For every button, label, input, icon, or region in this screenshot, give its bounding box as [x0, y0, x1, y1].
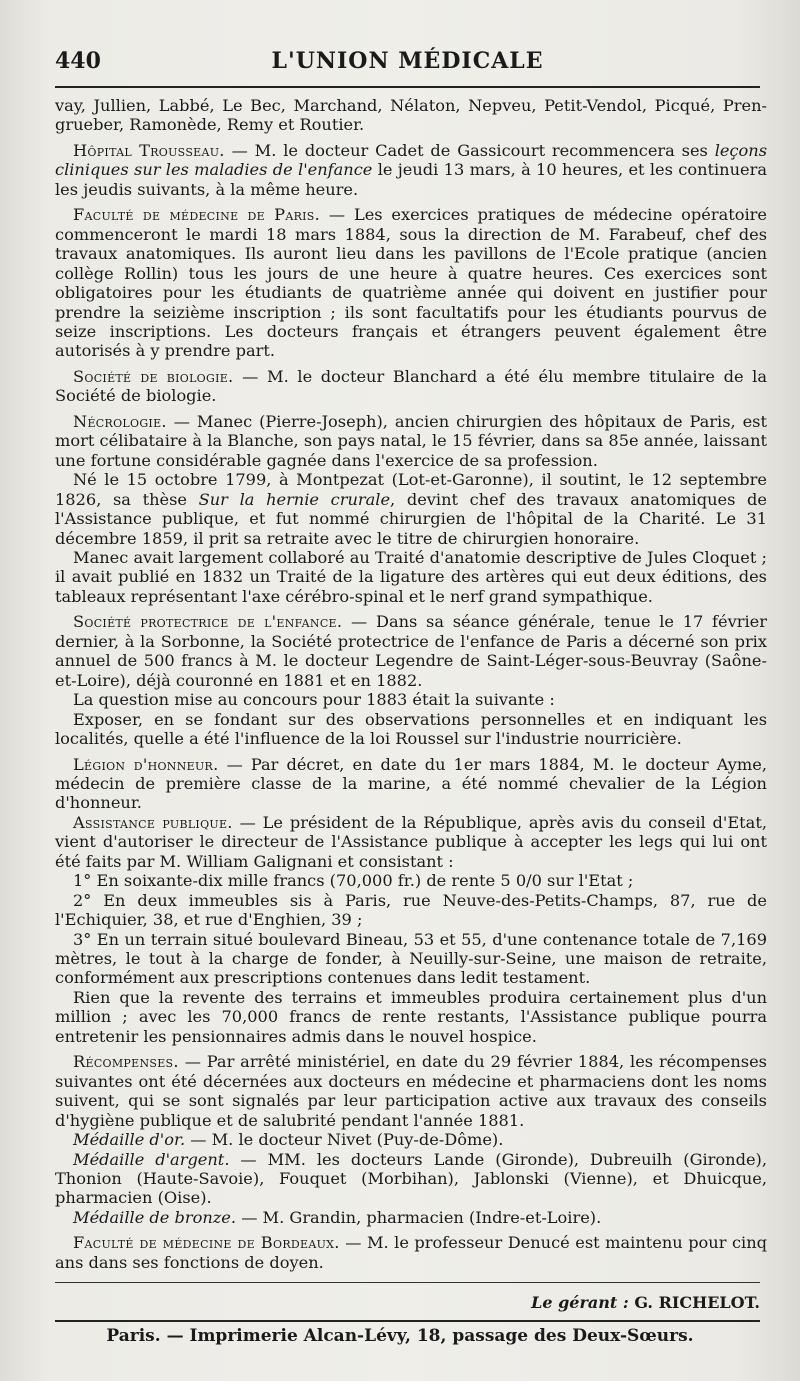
- text-run: — Par arrêté ministériel, en date du 29 février 1884, les récompenses suivantes ont été décernées aux docteurs en médecine et pharmaciens dont les noms suivent, qui se sont signalés par leur participation active aux travaux des conseils d'hygiène publique et de salubrité pendant l'année 1881.: [55, 1052, 767, 1130]
- text-run: Né le 15 octobre 1799, à Montpezat (Lot-et-Garonne), il soutint, le 12 septembre 1826, sa thèse: [55, 470, 767, 509]
- footer-rule-upper: [55, 1282, 760, 1283]
- paragraph: [55, 710, 767, 749]
- text-run: — Manec (Pierre-Joseph), ancien chirurgien des hôpitaux de Paris, est mort célibataire à la Blanche, son pays natal, le 15 février, dans sa 85e année, laissant une fortune considérable gagnée dans l'exercice de sa profession.: [55, 411, 767, 470]
- paragraph: [55, 1150, 767, 1208]
- header-rule: [55, 86, 760, 88]
- italic-text: Médaille d'argent.: [73, 1149, 230, 1169]
- paragraph: [55, 755, 767, 813]
- paragraph: [55, 930, 767, 988]
- italic-text: leçons cliniques sur les maladies de l'enfance: [55, 140, 768, 180]
- page-header: [55, 48, 760, 84]
- page-number: 440: [55, 48, 101, 74]
- printer-imprint: Paris. — Imprimerie Alcan-Lévy, 18, passage des Deux-Sœurs.: [106, 1326, 694, 1346]
- text-run: — Le président de la République, après avis du conseil d'Etat, vient d'autoriser le directeur de l'Assistance publique à accepter les legs qui lui ont été faits par M. William Galignani et consistant :: [55, 812, 767, 871]
- text-run: — MM. les docteurs Lande (Gironde), Dubreuilh (Gironde), Thonion (Haute-Savoie), Fouquet (Morbihan), Jablonski (Vienne), et Dhuicque, pharmacien (Oise).: [55, 1149, 767, 1208]
- section-heading: Société protectrice de l'enfance.: [73, 612, 343, 632]
- paragraph: [55, 813, 767, 871]
- paragraph: [55, 612, 767, 690]
- paragraph: [55, 1208, 767, 1227]
- gerant-signature: [531, 1293, 760, 1312]
- text-run: Rien que la revente des terrains et immeubles produira certainement plus d'un million ; avec les 70,000 francs de rente restants, l'Assistance publique pourra entretenir les pensionnaires admis dans le nouvel hospice.: [55, 987, 767, 1046]
- text-run: le jeudi 13 mars, à 10 heures, et les continuera les jeudis suivants, à la même heure.: [55, 160, 767, 199]
- text-run: La question mise au concours pour 1883 était la suivante :: [73, 690, 555, 710]
- section-heading: Légion d'honneur.: [73, 754, 219, 774]
- paragraph: [55, 96, 767, 135]
- paragraph: [55, 988, 767, 1046]
- paragraph: [55, 470, 767, 548]
- text-run: — Les exercices pratiques de médecine opératoire commenceront le mardi 18 mars 1884, sous la direction de M. Farabeuf, chef des travaux anatomiques. Ils auront lieu dans les pavillons de l'Ecole pratique (ancien collège Rollin) tous les jours de une heure à quatre heures. Ces exercices sont obligatoires pour les étudiants de quatrième année qui doivent en justifier pour prendre la seizième inscription ; ils sont facultatifs pour les étudiants pourvus de seize inscriptions. Les docteurs français et étrangers peuvent également être autorisés à y prendre part.: [55, 205, 767, 361]
- text-run: — M. le professeur Denucé est maintenu pour cinq ans dans ses fonctions de doyen.: [55, 1233, 767, 1272]
- paragraph: [55, 690, 767, 709]
- article-body: [55, 96, 767, 1272]
- italic-text: Médaille de bronze.: [73, 1207, 237, 1227]
- italic-text: Sur la hernie crurale: [198, 489, 391, 509]
- running-title: L'UNION MÉDICALE: [271, 48, 544, 74]
- section-heading: Nécrologie.: [73, 411, 167, 431]
- footer-rule-lower: [55, 1320, 760, 1322]
- paragraph: [55, 367, 767, 406]
- text-run: — Par décret, en date du 1er mars 1884, M. le docteur Ayme, médecin de première classe de la marine, a été nommé chevalier de la Légion d'honneur.: [55, 754, 768, 813]
- gerant-label: Le gérant :: [531, 1293, 629, 1312]
- text-run: — Dans sa séance générale, tenue le 17 février dernier, à la Sorbonne, la Société protectrice de l'enfance de Paris a décerné son prix annuel de 500 francs à M. le docteur Legendre de Saint-Léger-sous-Beuvray (Saône-et-Loire), déjà couronné en 1881 et en 1882.: [55, 612, 768, 690]
- section-heading: Récompenses.: [73, 1052, 179, 1072]
- text-run: — M. le docteur Cadet de Gassicourt recommencera ses: [224, 140, 715, 160]
- section-heading: Assistance publique.: [73, 812, 233, 832]
- paragraph: [55, 141, 767, 199]
- paragraph: [55, 871, 767, 890]
- section-heading: Faculté de médecine de Bordeaux.: [73, 1233, 340, 1253]
- text-run: 3° En un terrain situé boulevard Bineau, 53 et 55, d'une contenance totale de 7,169 mètres, le tout à la charge de fonder, à Neuilly-sur-Seine, une maison de retraite, conformément aux prescriptions contenues dans ledit testament.: [55, 929, 767, 988]
- section-heading: Société de biologie.: [73, 366, 234, 386]
- text-run: — M. le docteur Blanchard a été élu membre titulaire de la Société de biologie.: [55, 366, 768, 406]
- section-heading: Hôpital Trousseau.: [73, 140, 225, 160]
- text-run: 2° En deux immeubles sis à Paris, rue Neuve-des-Petits-Champs, 87, rue de l'Echiquier, 38, et rue d'Enghien, 39 ;: [55, 890, 767, 930]
- text-run: , devint chef des travaux anatomiques de l'Assistance publique, et fut nommé chirurgien de l'hôpital de la Charité. Le 31 décembre 1859, il prit sa retraite avec le titre de chirurgien honoraire.: [55, 489, 767, 548]
- paragraph: [55, 1052, 767, 1130]
- text-run: Manec avait largement collaboré au Traité d'anatomie descriptive de Jules Cloquet ; il avait publié en 1832 un Traité de la ligature des artères qui eut deux éditions, des tableaux représentant l'axe cérébro-spinal et le nerf grand sympathique.: [55, 547, 767, 606]
- paragraph: [55, 205, 767, 361]
- paragraph: [55, 548, 767, 606]
- text-run: — M. Grandin, pharmacien (Indre-et-Loire).: [236, 1207, 602, 1227]
- text-run: 1° En soixante-dix mille francs (70,000 fr.) de rente 5 0/0 sur l'Etat ;: [73, 871, 634, 891]
- text-run: Exposer, en se fondant sur des observations personnelles et en indiquant les localités, quelle a été l'influence de la loi Roussel sur l'industrie nourricière.: [55, 709, 767, 749]
- paragraph: [55, 1130, 767, 1149]
- section-heading: Faculté de médecine de Paris.: [73, 205, 321, 225]
- gerant-name: G. RICHELOT.: [634, 1293, 760, 1312]
- text-run: — M. le docteur Nivet (Puy-de-Dôme).: [185, 1130, 504, 1150]
- paragraph: [55, 1233, 767, 1272]
- paragraph: [55, 412, 767, 470]
- italic-text: Médaille d'or.: [73, 1130, 186, 1150]
- text-run: vay, Jullien, Labbé, Le Bec, Marchand, Nélaton, Nepveu, Petit-Vendol, Picqué, Pren-grueber, Ramonède, Remy et Routier.: [55, 96, 767, 135]
- paragraph: [55, 891, 767, 930]
